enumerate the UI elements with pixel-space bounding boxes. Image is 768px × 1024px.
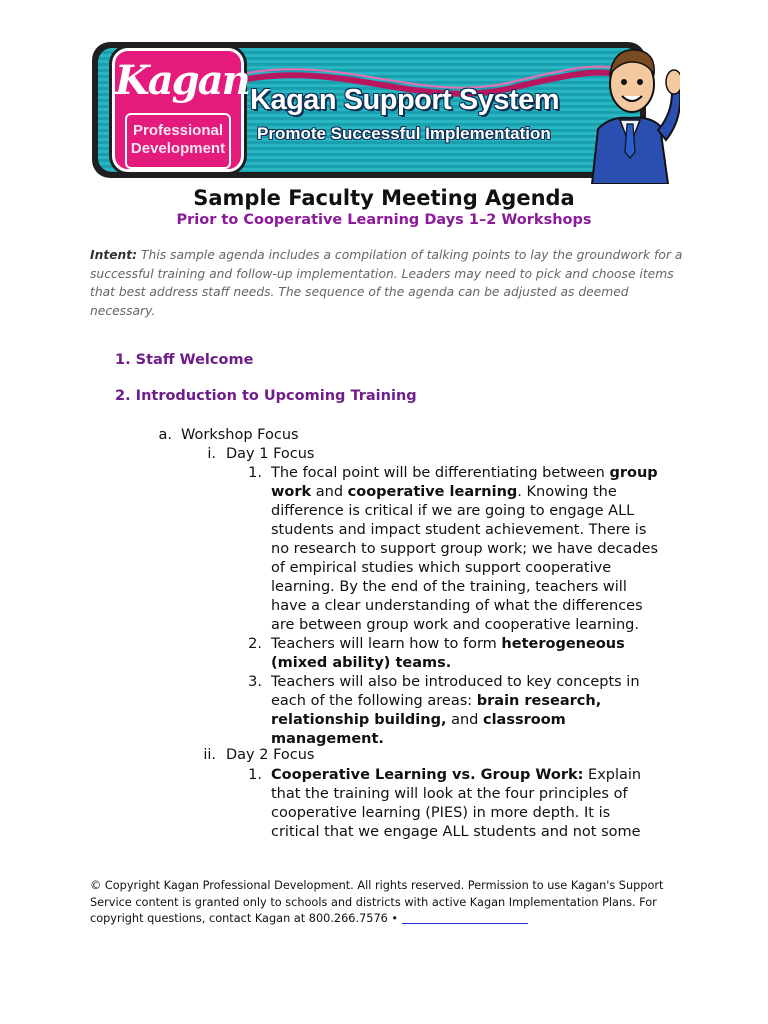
text-run: and [311, 484, 348, 500]
list-item-line [271, 692, 601, 711]
outline-day1-focus: Day 1 Focus [226, 446, 315, 462]
bold-text: relationship building, [271, 712, 447, 728]
text-run: . Knowing the [517, 484, 617, 500]
footer-link[interactable] [402, 911, 528, 924]
section-number: 1. [115, 352, 131, 368]
list-item-line [271, 673, 640, 692]
text-run: each of the following areas: [271, 693, 477, 709]
section-label: Introduction to Upcoming Training [135, 388, 417, 404]
bold-text: cooperative learning [347, 484, 518, 500]
list-item-marker: 1. [248, 465, 262, 481]
list-item-line [271, 502, 634, 521]
outline-day2-focus: Day 2 Focus [226, 747, 315, 763]
text-run: Teachers will also be introduced to key concepts in [271, 674, 640, 690]
text-run: cooperative learning (PIES) in more depth. It is [271, 805, 611, 821]
page-subtitle: Prior to Cooperative Learning Days 1–2 Workshops [176, 212, 592, 228]
list-item-line [271, 597, 643, 616]
outline-workshop-focus: Workshop Focus [181, 427, 299, 443]
list-item-line [271, 823, 641, 842]
footer-text: © Copyright Kagan Professional Development. All rights reserved. Permission to use Kagan's Support Service content is granted only to schools and districts with active Kagan Implementation Plans. For copyright questions, contact Kagan at 800.266.7576 • [90, 879, 664, 925]
bold-text: work [271, 484, 312, 500]
section-number: 2. [115, 388, 131, 404]
list-item-line [271, 483, 617, 502]
text-run: are between group work and cooperative learning. [271, 617, 639, 633]
logo-pd-line-2: Development [130, 140, 226, 157]
text-run: learning. By the end of the training, teachers will [271, 579, 627, 595]
text-run: have a clear understanding of what the differences [271, 598, 643, 614]
list-item-line [271, 654, 451, 673]
list-item-line [271, 766, 641, 785]
outline-marker-a: a. [158, 427, 172, 443]
bold-text: brain research, [476, 693, 602, 709]
bold-text: heterogeneous [501, 636, 625, 652]
intent-label: Intent: [90, 248, 138, 262]
text-run: Teachers will learn how to form [271, 636, 502, 652]
copyright-footer [90, 878, 680, 928]
bold-text: (mixed ability) teams. [271, 655, 452, 671]
banner-title: Kagan Support System [250, 84, 560, 116]
text-run: The focal point will be differentiating between [271, 465, 610, 481]
text-run: of empirical studies which support cooperative [271, 560, 612, 576]
list-item-line [271, 578, 627, 597]
text-run: critical that we engage ALL students and not some [271, 824, 641, 840]
list-item-line [271, 635, 625, 654]
text-run: and [446, 712, 483, 728]
intent-text: This sample agenda includes a compilation of talking points to lay the groundwork for a successful training and follow-up implementation. Leaders may need to pick and choose items that best address staff needs. The sequence of the agenda can be adjusted as deemed necessary. [90, 248, 683, 318]
outline-marker-ii: ii. [203, 747, 216, 763]
list-item-line [271, 804, 610, 823]
bold-text: group [609, 465, 658, 481]
list-item-line [271, 559, 611, 578]
list-item-line [271, 711, 566, 730]
text-run: difference is critical if we are going to engage ALL [271, 503, 635, 519]
text-run: that the training will look at the four principles of [271, 786, 628, 802]
text-run: students and impact student achievement. There is [271, 522, 647, 538]
bold-text: Cooperative Learning vs. Group Work: [271, 767, 584, 783]
bold-text: classroom [482, 712, 566, 728]
outline-marker-i: i. [207, 446, 216, 462]
list-item-line [271, 464, 658, 483]
list-item-line [271, 540, 658, 559]
banner-subtitle: Promote Successful Implementation [257, 124, 551, 143]
list-item-marker: 1. [248, 767, 262, 783]
list-item-marker: 2. [248, 636, 262, 652]
page-title: Sample Faculty Meeting Agenda [193, 186, 575, 210]
text-run: no research to support group work; we have decades [271, 541, 658, 557]
list-item-line [271, 785, 628, 804]
list-item-line [271, 616, 639, 635]
logo-pd-line-1: Professional [132, 122, 224, 139]
section-label: Staff Welcome [135, 352, 254, 368]
logo-brand-text: Kagan [115, 57, 249, 104]
bold-text: management. [271, 731, 384, 747]
text-run: Explain [583, 767, 642, 783]
list-item-line [271, 521, 646, 540]
list-item-marker: 3. [248, 674, 262, 690]
